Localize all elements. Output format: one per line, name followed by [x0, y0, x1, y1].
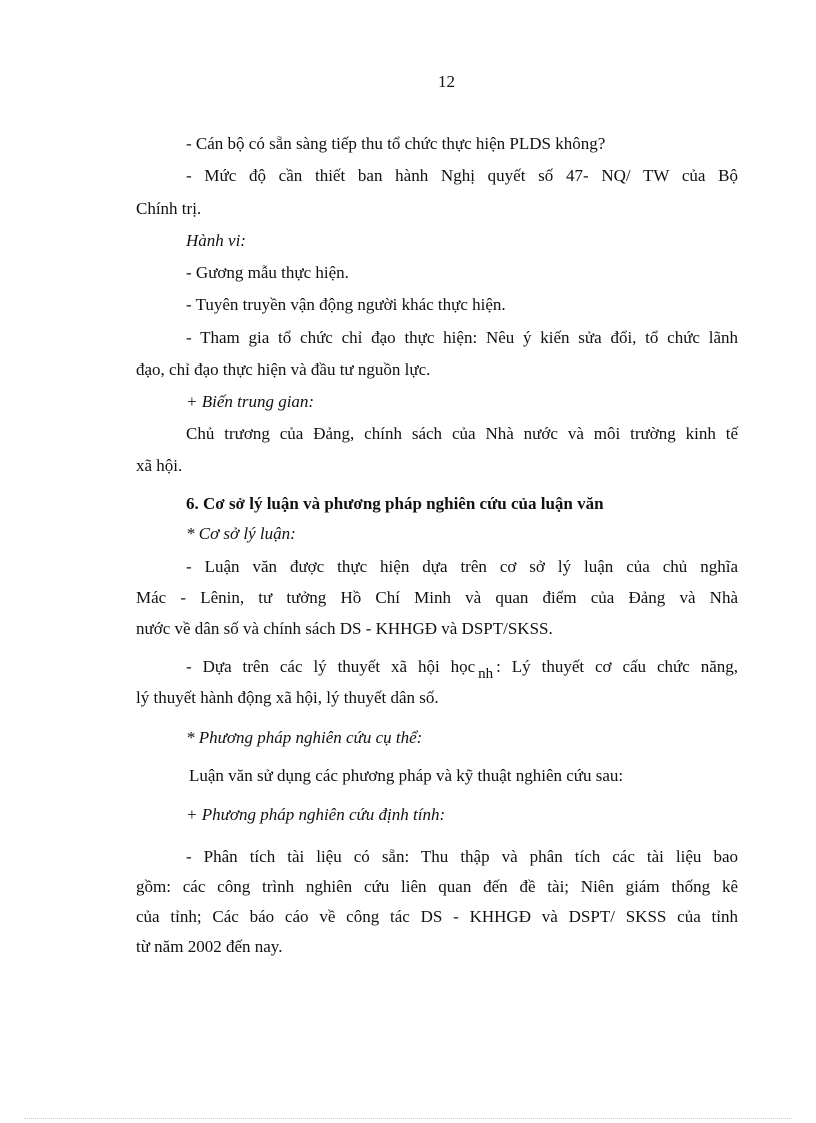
text-line: - Mức độ cần thiết ban hành Nghị quyết số 47- NQ/ TW của Bộ: [186, 166, 738, 185]
text-line: Mác - Lênin, tư tưởng Hồ Chí Minh và quan điểm của Đảng và Nhà: [136, 588, 738, 607]
text-line: của tỉnh; Các báo cáo về công tác DS - KHHGĐ và DSPT/ SKSS của tỉnh: [136, 907, 738, 926]
text-line: - Cán bộ có sẵn sàng tiếp thu tổ chức thực hiện PLDS không?: [186, 134, 606, 153]
text-line: đạo, chỉ đạo thực hiện và đầu tư nguồn lực.: [136, 360, 431, 379]
text-fragment: : Lý thuyết cơ cấu chức năng,: [496, 657, 738, 676]
text-line: từ năm 2002 đến nay.: [136, 937, 283, 956]
text-line: gồm: các công trình nghiên cứu liên quan đến đề tài; Niên giám thống kê: [136, 877, 738, 896]
text-line: xã hội.: [136, 456, 183, 475]
page-number: 12: [438, 72, 455, 91]
text-line: Luận văn sử dụng các phương pháp và kỹ thuật nghiên cứu sau:: [189, 766, 624, 785]
subheading-intermediate-variable: + Biến trung gian:: [186, 392, 315, 411]
text-line: - Gương mẫu thực hiện.: [186, 263, 349, 282]
subheading-theory: * Cơ sở lý luận:: [186, 524, 296, 543]
subheading-method: * Phương pháp nghiên cứu cụ thể:: [186, 728, 423, 747]
footer-divider: [24, 1118, 792, 1119]
text-fragment: - Dựa trên các lý thuyết xã hội học: [186, 657, 476, 676]
text-line: nước về dân số và chính sách DS - KHHGĐ và DSPT/SKSS.: [136, 619, 553, 638]
text-line: Chính trị.: [136, 199, 202, 218]
text-line: - Luận văn được thực hiện dựa trên cơ sở lý luận của chủ nghĩa: [186, 557, 738, 576]
subscript-text: nh: [478, 666, 494, 682]
text-line: - Tuyên truyền vận động người khác thực hiện.: [186, 295, 506, 314]
text-line: lý thuyết hành động xã hội, lý thuyết dân số.: [136, 688, 439, 707]
subheading-behavior: Hành vi:: [186, 231, 246, 250]
text-line: [186, 656, 738, 682]
text-line: - Phân tích tài liệu có sẵn: Thu thập và phân tích các tài liệu bao: [186, 847, 738, 866]
text-line: - Tham gia tổ chức chỉ đạo thực hiện: Nêu ý kiến sửa đổi, tổ chức lãnh: [186, 328, 738, 347]
text-line: Chủ trương của Đảng, chính sách của Nhà nước và môi trường kinh tế: [186, 424, 738, 443]
section-heading: 6. Cơ sở lý luận và phương pháp nghiên cứu của luận văn: [186, 494, 604, 513]
subheading-qualitative: + Phương pháp nghiên cứu định tính:: [186, 805, 446, 824]
